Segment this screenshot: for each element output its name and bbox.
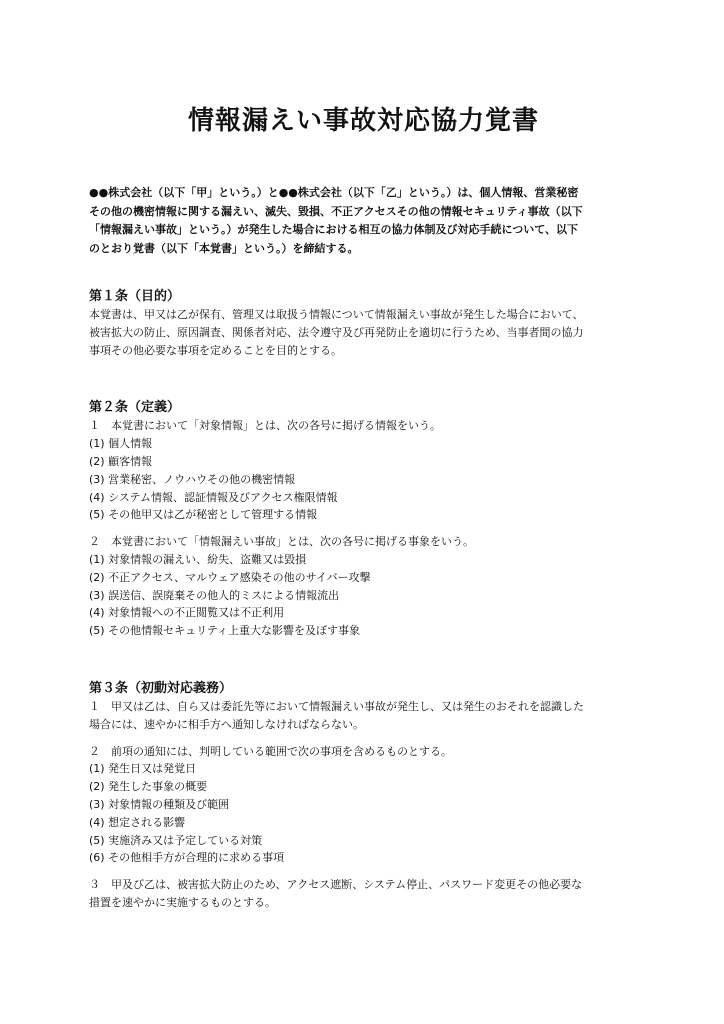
article-2-item: (4) 対象情報への不正閲覧又は不正利用 — [89, 606, 285, 620]
article-2-para1-line: １ 本覚書において「対象情報」とは、次の各号に掲げる情報をいう。 — [89, 419, 441, 433]
article-3-para2-line: ２ 前項の通知には、判明している範囲で次の事項を含めるものとする。 — [89, 744, 452, 758]
preamble-line: のとおり覚書（以下「本覚書」という。）を締結する。 — [89, 241, 359, 255]
article-3-item: (3) 対象情報の種類及び範囲 — [89, 797, 230, 811]
article-2 — [89, 399, 638, 640]
article-2-item: (1) 対象情報の漏えい、紛失、盗難又は毀損 — [89, 552, 307, 566]
article-3-heading: 第３条（初動対応義務） — [89, 680, 233, 696]
article-3-item: (4) 想定される影響 — [89, 815, 186, 829]
article-2-item: (2) 顧客情報 — [89, 454, 153, 468]
article-2-item: (3) 誤送信、誤廃棄その他人的ミスによる情報流出 — [89, 588, 340, 602]
article-1-line: 被害拡大の防止、原因調査、関係者対応、法令遵守及び再発防止を適切に行うため、当事者間の協力 — [89, 325, 584, 339]
article-1-line: 事項その他必要な事項を定めることを目的とする。 — [89, 343, 342, 357]
article-2-para2-line: ２ 本覚書において「情報漏えい事故」とは、次の各号に掲げる事象をいう。 — [89, 535, 474, 549]
article-3-item: (1) 発生日又は発覚日 — [89, 762, 197, 776]
article-2-item: (3) 営業秘密、ノウハウその他の機密情報 — [89, 472, 296, 486]
article-3-para3-line: 措置を速やかに実施するものとする。 — [89, 895, 276, 909]
article-3-para1-line: 場合には、速やかに相手方へ通知しなければならない。 — [89, 717, 364, 731]
article-1-heading: 第１条（目的） — [89, 289, 181, 304]
article-3-item: (6) その他相手方が合理的に求める事項 — [89, 851, 285, 865]
article-3-item: (5) 実施済み又は予定している対策 — [89, 833, 263, 847]
article-2-heading: 第２条（定義） — [89, 400, 181, 416]
preamble — [89, 184, 638, 258]
preamble-line: 「情報漏えい事故」という。）が発生した場合における相互の協力体制及び対応手続について、以下 — [89, 223, 579, 236]
article-2-item: (5) その他情報セキュリティ上重大な影響を及ぼす事象 — [89, 624, 360, 638]
article-3-para1-line: １ 甲又は乙は、自ら又は委託先等において情報漏えい事故が発生し、又は発生のおそれを認識した — [89, 699, 584, 713]
article-2-item: (5) その他甲又は乙が秘密として管理する情報 — [89, 508, 318, 522]
document-title: 情報漏えい事故対応協力覚書 — [187, 106, 539, 136]
article-2-item: (1) 個人情報 — [89, 437, 153, 451]
preamble-line: ●●株式会社（以下「甲」という。）と●●株式会社（以下「乙」という。）は、個人情報、営業秘密 — [89, 186, 579, 199]
article-2-item: (2) 不正アクセス、マルウェア感染その他のサイバー攻撃 — [89, 570, 371, 584]
article-3-item: (2) 発生した事象の概要 — [89, 780, 208, 794]
article-3-para3-line: ３ 甲及び乙は、被害拡大防止のため、アクセス遮断、システム停止、パスワード変更その他必要な — [89, 878, 583, 892]
article-1-line: 本覚書は、甲又は乙が保有、管理又は取扱う情報について情報漏えい事故が発生した場合において、 — [89, 308, 584, 321]
article-3 — [89, 680, 638, 912]
article-2-item: (4) システム情報、認証情報及びアクセス権限情報 — [89, 490, 338, 504]
article-1 — [89, 288, 638, 359]
preamble-line: その他の機密情報に関する漏えい、滅失、毀損、不正アクセスその他の情報セキュリティ事故（以下 — [89, 204, 583, 218]
